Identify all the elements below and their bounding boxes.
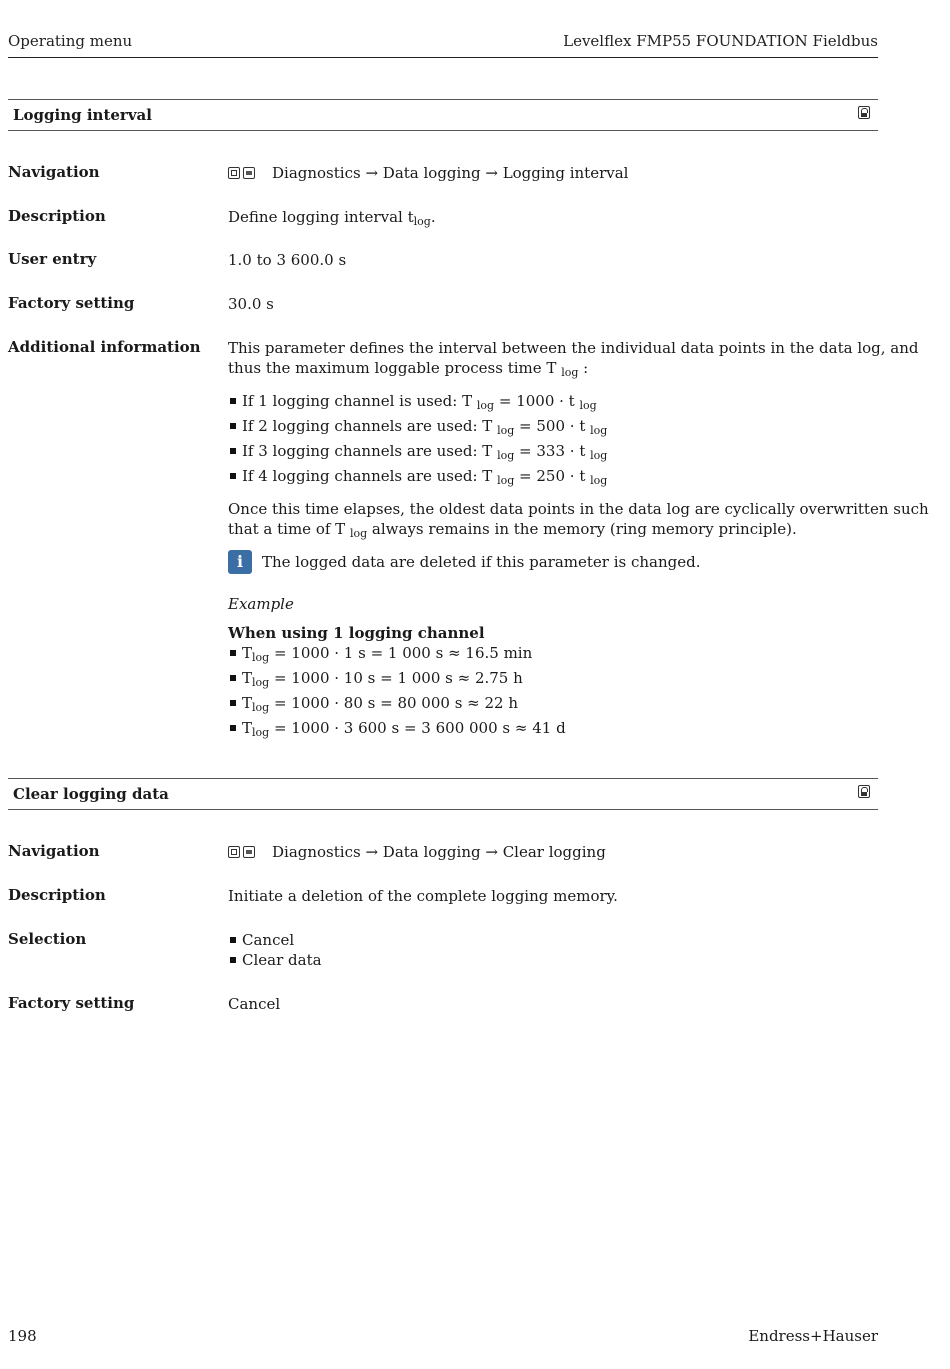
display-icon [243,846,255,858]
factory-setting-label: Factory setting [8,994,135,1012]
list-item: $T_{log} = 1000 \cdot 10$ s = 1 000 s ≈ 2.75 h [228,668,888,693]
section-bar-clear-logging [8,778,878,810]
footer-brand: Endress+Hauser [748,1327,878,1345]
intro-line-1: This parameter defines the interval between the individual data points in the data log, and [228,339,919,357]
keypad-icon [228,167,240,179]
once-line-1: Once this time elapses, the oldest data points in the data log are cyclically overwritten such [228,500,929,518]
description-label: Description [8,207,106,225]
nav-path-row [228,842,606,863]
list-item: If 4 logging channels are used: T $_{log}$ = 250 · t $_{log}$ [228,466,888,491]
description-label: Description [8,886,106,904]
additional-info-label: Additional information [8,338,201,356]
header-divider [8,57,878,58]
nav-path: Diagnostics → Data logging → Clear logging [272,843,606,861]
factory-setting-label: Factory setting [8,294,135,312]
list-item: If 3 logging channels are used: T $_{log}$ = 333 · t $_{log}$ [228,441,888,466]
example-heading: When using 1 logging channel [228,624,485,642]
list-item: Clear data [228,950,322,970]
nav-path-row [228,163,628,184]
selection-list [228,930,322,970]
lock-icon [858,106,870,119]
list-item: If 2 logging channels are used: T $_{log}$ = 500 · t $_{log}$ [228,416,888,441]
user-entry-label: User entry [8,250,97,268]
factory-setting-value: Cancel [228,995,281,1013]
display-icon [243,167,255,179]
section-title: Logging interval [13,106,152,124]
example-label: Example [228,595,294,613]
nav-path: Diagnostics → Data logging → Logging interval [272,164,629,182]
intro-line-2: thus the maximum loggable process time T $_{log}$ : [228,359,589,379]
user-entry-value: 1.0 to 3 600.0 s [228,251,347,269]
list-item: Cancel [228,930,322,950]
info-icon: i [228,550,252,574]
nav-label: Navigation [8,842,100,860]
info-note: i The logged data are deleted if this parameter is changed. [228,552,888,572]
factory-setting-value: 30.0 s [228,295,274,313]
section-title: Clear logging data [13,785,169,803]
list-item: If 1 logging channel is used: T $_{log}$ = 1000 · t $_{log}$ [228,391,888,416]
description-text: Define logging interval $t_{log}$. [228,208,436,228]
header-left: Operating menu [8,32,133,50]
once-line-2: that a time of T $_{log}$ always remains in the memory (ring memory principle). [228,520,797,540]
description-text: Initiate a deletion of the complete logging memory. [228,887,618,905]
page-number: 198 [8,1327,37,1345]
list-item: $T_{log} = 1000 \cdot 1$ s = 1 000 s ≈ 16.5 min [228,643,888,668]
header-right: Levelflex FMP55 FOUNDATION Fieldbus [563,32,878,50]
list-item: $T_{log} = 1000 \cdot 3$ 600 s = 3 600 000 s ≈ 41 d [228,718,888,743]
nav-label: Navigation [8,163,100,181]
additional-info-body [228,338,929,743]
section-bar-logging-interval [8,99,878,131]
lock-icon [858,785,870,798]
keypad-icon [228,846,240,858]
selection-label: Selection [8,930,87,948]
list-item: $T_{log} = 1000 \cdot 80$ s = 80 000 s ≈ 22 h [228,693,888,718]
